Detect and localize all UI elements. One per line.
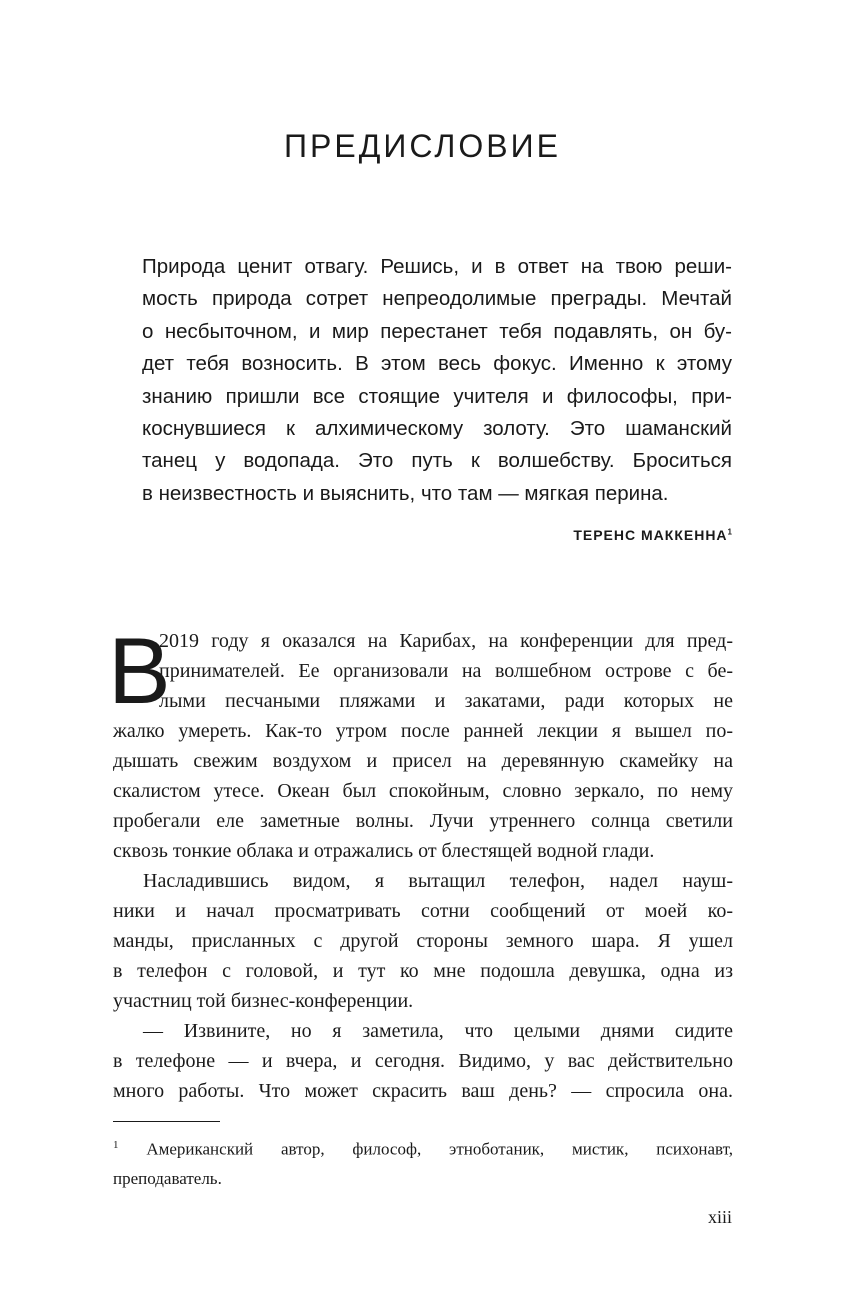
body-line: лыми песчаными пляжами и закатами, ради которых не <box>159 690 733 712</box>
body-text <box>113 626 733 1106</box>
epigraph-line: о несбыточном, и мир перестанет тебя подавлять, он бу- <box>142 319 732 343</box>
body-line: сквозь тонкие облака и отражались от блестящей водной глади. <box>113 840 655 862</box>
footnote-reference: 1 <box>727 527 732 537</box>
epigraph-line: знанию пришли все стоящие учителя и философы, при- <box>142 384 732 408</box>
body-line: Насладившись видом, я вытащил телефон, надел науш- <box>143 870 733 892</box>
epigraph-line: в неизвестность и выяснить, что там — мягкая перина. <box>142 481 669 505</box>
body-line: участниц той бизнес-конференции. <box>113 990 414 1012</box>
body-line: ники и начал просматривать сотни сообщений от моей ко- <box>113 900 733 922</box>
body-line: в телефоне — и вчера, и сегодня. Видимо, у вас действительно <box>113 1050 733 1072</box>
body-line: в телефон с головой, и тут ко мне подошла девушка, одна из <box>113 960 733 982</box>
footnote-line: преподаватель. <box>113 1168 222 1188</box>
body-line: скалистом утесе. Океан был спокойным, словно зеркало, по нему <box>113 780 733 802</box>
body-line: много работы. Что может скрасить ваш день? — спросила она. <box>113 1080 733 1102</box>
footnote-line <box>113 1131 733 1164</box>
body-line: жалко умереть. Как-то утром после ранней лекции я вышел по- <box>113 720 733 742</box>
body-line: дышать свежим воздухом и присел на деревянную скамейку на <box>113 750 733 772</box>
epigraph <box>142 251 732 510</box>
drop-cap: В <box>108 618 171 723</box>
epigraph-line: мость природа сотрет непреодолимые преграды. Мечтай <box>142 287 732 311</box>
footnote-text: Американский автор, философ, этноботаник, мистик, психонавт, <box>146 1139 733 1159</box>
page-number: xiii <box>707 1207 732 1227</box>
epigraph-author-name: ТЕРЕНС МАККЕННА <box>573 527 728 543</box>
body-line: пробегали еле заметные волны. Лучи утреннего солнца светили <box>113 810 733 832</box>
footnote-number: 1 <box>113 1139 119 1151</box>
footnote <box>113 1131 733 1193</box>
epigraph-line: дет тебя возносить. В этом весь фокус. Именно к этому <box>142 352 732 376</box>
body-line: 2019 году я оказался на Карибах, на конференции для пред- <box>159 630 733 652</box>
body-line: принимателей. Ее организовали на волшебном острове с бе- <box>159 660 733 682</box>
body-line: — Извините, но я заметила, что целыми днями сидите <box>143 1020 733 1042</box>
epigraph-line: танец у водопада. Это путь к волшебству. Броситься <box>142 449 732 473</box>
epigraph-line: коснувшиеся к алхимическому золоту. Это шаманский <box>142 417 732 441</box>
epigraph-author <box>573 527 732 543</box>
footnote-divider <box>113 1121 220 1122</box>
body-line: манды, присланных с другой стороны земного шара. Я ушел <box>113 930 733 952</box>
epigraph-line: Природа ценит отвагу. Решись, и в ответ на твою реши- <box>142 255 732 278</box>
page-title: ПРЕДИСЛОВИЕ <box>284 128 561 164</box>
